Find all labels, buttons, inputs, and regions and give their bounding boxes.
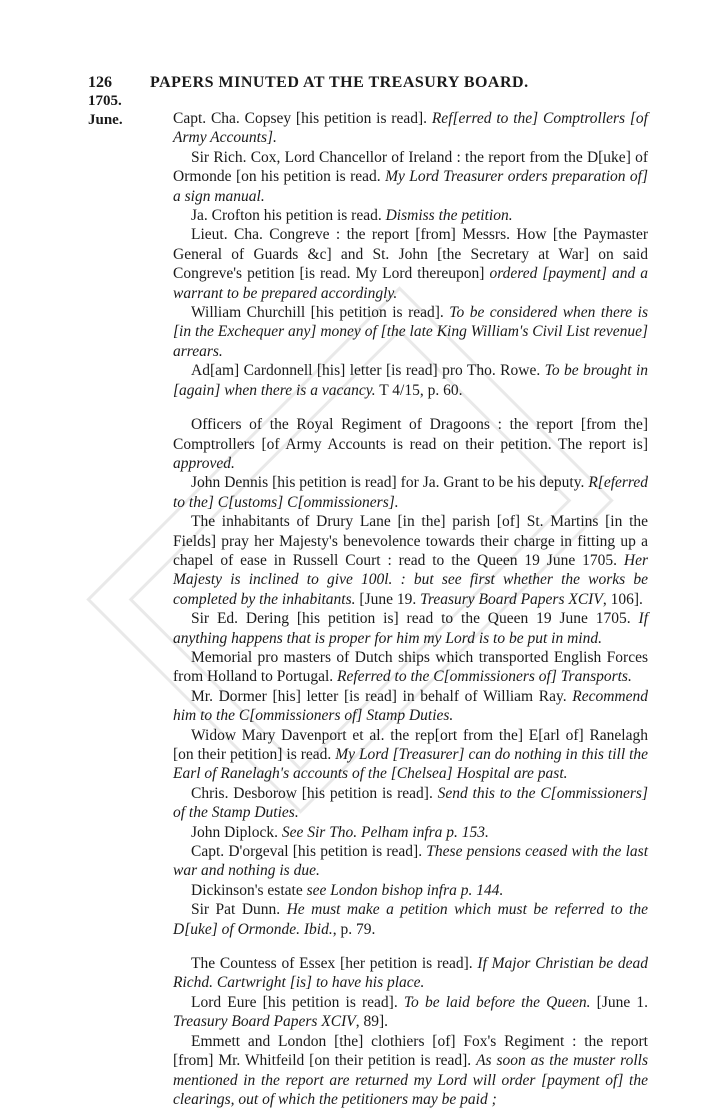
entry-text: Sir Rich. Cox, Lord Chancellor of Ireland : the report from the D[uke] of Ormonde [on his petition is read.	[173, 148, 648, 186]
entry-decision: Her Majesty is inclined to give 100l. : but see first whether the works be completed by the inhabitants.	[173, 551, 648, 608]
minute-entry	[173, 473, 648, 512]
minute-entry	[173, 842, 648, 881]
entry-decision: see London bishop infra p. 144.	[306, 881, 504, 899]
minute-entry	[173, 206, 648, 225]
minute-entry	[173, 726, 648, 784]
entry-reference-title: Ibid.	[303, 920, 333, 938]
entry-text: The Countess of Essex [her petition is read].	[191, 955, 478, 973]
section-gap	[173, 400, 648, 415]
page-number: 126	[88, 74, 112, 91]
entry-decision: He must make a petition which must be referred to the D[uke] of Ormonde.	[173, 901, 648, 938]
entry-decision: approved.	[173, 454, 235, 472]
entry-reference-page: , p. 79.	[332, 920, 376, 938]
minute-entry	[173, 823, 648, 842]
entry-reference-page: , 106].	[602, 590, 643, 608]
entry-decision: To be considered when there is [in the Exchequer any] money of [the late King William's Civil List revenue] arrears.	[173, 304, 649, 360]
entry-decision: To be brought in [again] when there is a vacancy.	[173, 362, 649, 399]
entry-text: John Dennis [his petition is read] for Ja. Grant to be his deputy.	[191, 474, 589, 492]
entry-reference-page: , 89].	[355, 1013, 388, 1031]
minute-entry	[173, 512, 648, 609]
minute-entry	[173, 648, 648, 687]
entry-text: Widow Mary Davenport et al. the rep[ort from the] E[arl of] Ranelagh [on their petition] is read.	[173, 726, 648, 763]
margin-month: June.	[88, 112, 123, 128]
entry-reference: [June 19.	[355, 590, 421, 608]
minute-entry	[173, 361, 648, 400]
entry-decision: Recommend him to the C[ommissioners of] Stamp Duties.	[173, 687, 648, 725]
document-body	[173, 109, 648, 1109]
minute-entry	[173, 303, 648, 361]
minute-entry	[173, 900, 648, 939]
entry-text: Memorial pro masters of Dutch ships which transported English Forces from Holland to Portugal.	[173, 648, 648, 686]
entry-text: Mr. Dormer [his] letter [is read] in behalf of William Ray.	[191, 687, 573, 705]
minute-entry	[173, 993, 648, 1032]
minute-entry	[173, 109, 648, 148]
entry-text: Sir Ed. Dering [his petition is] read to the Queen 19 June 1705.	[191, 610, 639, 628]
entry-text: Officers of the Royal Regiment of Dragoons : the report [from the] Comptrollers [of Army Accounts is read on their petition. The report is]	[173, 416, 648, 453]
minute-entry	[173, 148, 648, 206]
entry-text: Dickinson's estate	[191, 881, 307, 899]
entry-text: John Diplock.	[191, 823, 282, 841]
entry-decision: As soon as the muster rolls mentioned in the report are returned my Lord will order [payment of] the clearings, out of which the petitioners may be paid ;	[173, 1052, 649, 1108]
entry-text: Capt. Cha. Copsey [his petition is read].	[173, 110, 432, 127]
entry-text: William Churchill [his petition is read].	[191, 304, 450, 322]
running-head: PAPERS MINUTED AT THE TREASURY BOARD.	[150, 74, 529, 91]
entry-text: Ja. Crofton his petition is read.	[191, 207, 386, 225]
entry-decision: ordered [payment] and a warrant to be prepared accordingly.	[173, 265, 648, 302]
entry-text: Sir Pat Dunn.	[191, 901, 287, 919]
minute-entry	[173, 784, 648, 823]
entry-text: Chris. Desborow [his petition is read].	[191, 784, 438, 802]
minute-entry	[173, 609, 648, 648]
minute-entry	[173, 687, 648, 726]
entry-decision: My Lord [Treasurer] can do nothing in this till the Earl of Ranelagh's accounts of the [Chelsea] Hospital are past.	[173, 746, 649, 783]
entry-text: Ad[am] Cardonnell [his] letter [is read] pro Tho. Rowe.	[191, 362, 545, 380]
entry-text: The inhabitants of Drury Lane [in the] parish [of] St. Martins [in the Fields] pray her Majesty's benevolence towards their charge in fitting up a chapel of ease in Russell Court : read to the Queen 19 June 1705.	[173, 513, 648, 569]
entry-decision: These pensions ceased with the last war and nothing is due.	[173, 843, 648, 880]
entry-decision: See Sir Tho. Pelham infra p. 153.	[281, 823, 489, 841]
entry-decision: Ref[erred to the] Comptrollers [of Army Accounts].	[173, 110, 648, 147]
entry-text: Lieut. Cha. Congreve : the report [from] Messrs. How [the Paymaster General of Guards &c] and St. John [the Secretary at War] on said Congreve's petition [is read. My Lord thereupon]	[173, 226, 648, 283]
entry-reference: [June 1.	[590, 993, 648, 1011]
margin-year: 1705.	[88, 93, 122, 109]
entry-decision: Referred to the C[ommissioners of] Transports.	[337, 668, 632, 686]
entry-decision: If Major Christian be dead Richd. Cartwright [is] to have his place.	[173, 955, 648, 992]
entry-text: Capt. D'orgeval [his petition is read].	[191, 843, 427, 861]
section-gap	[173, 939, 648, 954]
entry-decision: Send this to the C[ommissioners] of the Stamp Duties.	[173, 784, 648, 822]
entry-text: Lord Eure [his petition is read].	[191, 993, 404, 1011]
entry-text: Emmett and London [the] clothiers [of] Fox's Regiment : the report [from] Mr. Whitfeild [on their petition is read].	[173, 1032, 648, 1070]
minute-entry	[173, 1032, 648, 1109]
entry-reference: T 4/15, p. 60.	[375, 381, 463, 399]
minute-entry	[173, 225, 648, 303]
entry-reference-title: Treasury Board Papers XCIV	[420, 590, 603, 608]
entry-decision: My Lord Treasurer orders preparation of] a sign manual.	[173, 168, 649, 205]
entry-decision: To be laid before the Queen.	[403, 993, 591, 1011]
minute-entry	[173, 415, 648, 473]
entry-decision: R[eferred to the] C[ustoms] C[ommissioners].	[173, 474, 648, 511]
minute-entry	[173, 954, 648, 993]
minute-entry	[173, 881, 648, 900]
entry-reference-title: Treasury Board Papers XCIV	[173, 1013, 356, 1031]
entry-decision: If anything happens that is proper for him my Lord is to be put in mind.	[173, 610, 648, 647]
entry-decision: Dismiss the petition.	[385, 207, 513, 225]
